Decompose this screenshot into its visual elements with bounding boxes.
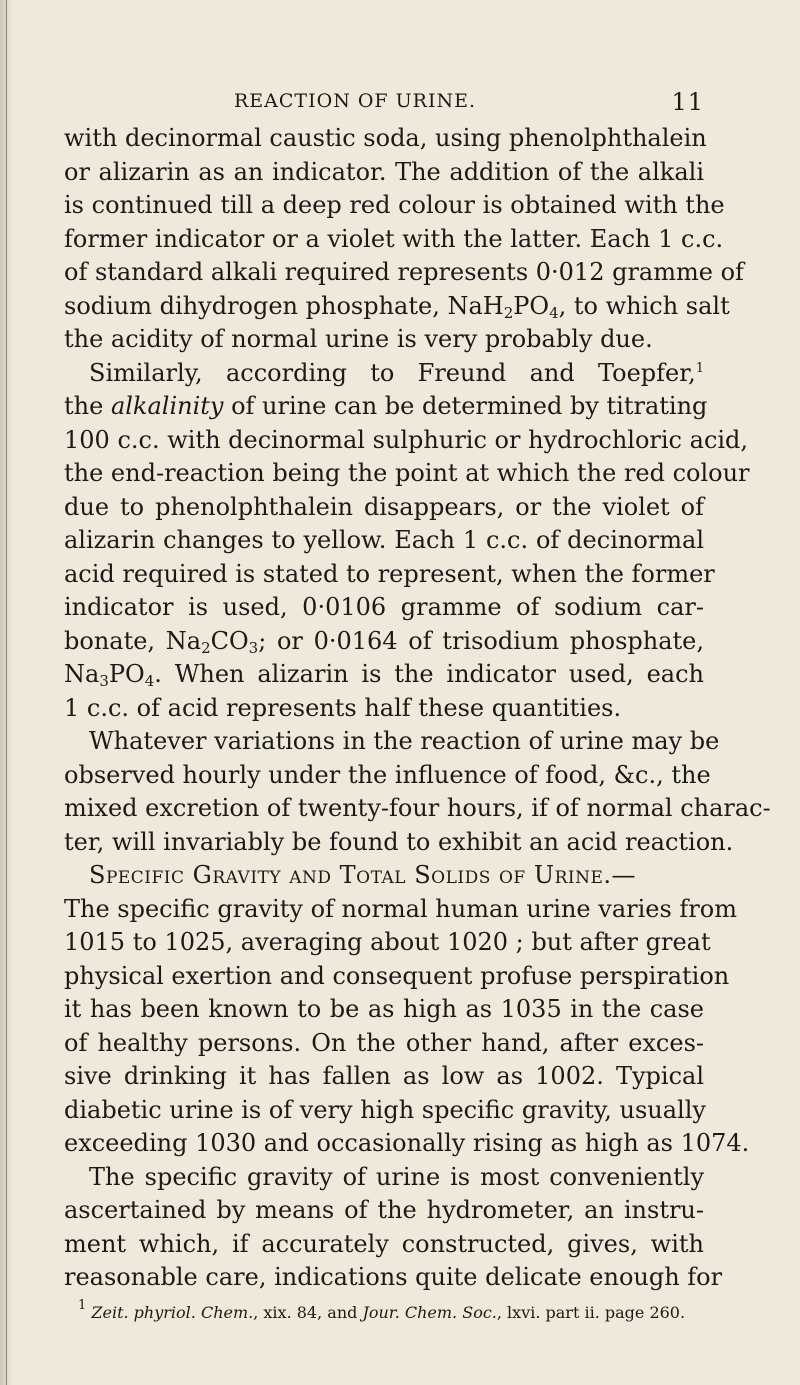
text-line-formula: sodium dihydrogen phosphate, $NaH_2PO_4$, to which salt <box>64 291 730 322</box>
text-line: or alizarin as an indicator. The addition of the alkali <box>64 157 704 186</box>
paragraph-alkalinity <box>64 357 750 726</box>
footnote-marker: 1 <box>78 1297 87 1313</box>
text-line: 1 c.c. of acid represents half these quantities. <box>64 693 622 722</box>
text-line: the end-reaction being the point at which the red colour <box>64 459 750 487</box>
text-line: acid required is stated to represent, when the former <box>64 559 715 588</box>
text-line: The specific gravity of normal human urine varies from <box>64 894 737 923</box>
text-line: the alkalinity of urine can be determined by titrating <box>64 392 708 420</box>
text-line: 1015 to 1025, averaging about 1020 ; but after great <box>64 928 711 956</box>
book-page <box>64 88 771 1322</box>
footnote-source-1: Zeit. phyriol. Chem. <box>91 1302 254 1322</box>
text-line: The specific gravity of urine is most conveniently <box>89 1162 704 1191</box>
text-line: former indicator or a violet with the latter. Each 1 c.c. <box>64 224 724 253</box>
body-text <box>64 122 771 1295</box>
page-edge-shadow <box>0 0 14 1385</box>
binding-edge-line <box>6 0 7 1385</box>
text-line: the acidity of normal urine is very probably due. <box>64 325 653 353</box>
text-line: physical exertion and consequent profuse perspiration <box>64 961 730 990</box>
text-line: reasonable care, indications quite delicate enough for <box>64 1263 723 1291</box>
text-line: ment which, if accurately constructed, gives, with <box>64 1229 704 1258</box>
footnote: $^1$ Zeit. phyriol. Chem., xix. 84, and Jour. Chem. Soc., lxvi. part ii. page 260. <box>78 1297 686 1322</box>
paragraph-indicator-titration <box>64 122 744 357</box>
paragraph-specific-gravity <box>64 859 750 1161</box>
text-line: of healthy persons. On the other hand, after exces- <box>64 1028 704 1057</box>
text-line: alizarin changes to yellow. Each 1 c.c. of decinormal <box>64 526 704 554</box>
text-line: of standard alkali required represents 0·012 gramme of <box>64 258 744 286</box>
text-line: ascertained by means of the hydrometer, an instru- <box>64 1196 704 1224</box>
text-line-formula: bonate, $Na_2CO_3$; or 0·0164 of trisodium phosphate, <box>64 626 704 657</box>
text-line: is continued till a deep red colour is obtained with the <box>64 191 725 219</box>
emphasis-alkalinity: alkalinity <box>110 392 224 420</box>
running-head-title: REACTION OF URINE. <box>234 90 477 112</box>
text-line: exceeding 1030 and occasionally rising as high as 1074. <box>64 1129 750 1157</box>
text-line: indicator is used, 0·0106 gramme of sodium car- <box>64 593 704 621</box>
section-heading: Specific Gravity and Total Solids of Urine.— <box>89 861 637 889</box>
text-line: 100 c.c. with decinormal sulphuric or hydrochloric acid, <box>64 425 749 454</box>
page-number: 11 <box>671 88 704 116</box>
text-line: observed hourly under the influence of food, &c., the <box>64 760 711 789</box>
footnote-source-2: Jour. Chem. Soc. <box>362 1302 497 1322</box>
paragraph-hydrometer <box>64 1161 723 1295</box>
text-line: Similarly, according to Freund and Toepfer,$^1$ <box>89 358 704 387</box>
text-line: diabetic urine is of very high specific gravity, usually <box>64 1095 706 1124</box>
text-line: mixed excretion of twenty-four hours, if of normal charac- <box>64 794 771 822</box>
text-line: sive drinking it has fallen as low as 1002. Typical <box>64 1062 704 1090</box>
text-line: due to phenolphthalein disappears, or the violet of <box>64 492 704 521</box>
text-line: Whatever variations in the reaction of urine may be <box>89 727 720 755</box>
paragraph-daily-reaction <box>64 725 771 859</box>
text-line: it has been known to be as high as 1035 in the case <box>64 995 704 1023</box>
footnote-reference: 1 <box>695 360 704 376</box>
text-line: ter, will invariably be found to exhibit an acid reaction. <box>64 827 734 856</box>
running-head <box>64 88 704 122</box>
text-line: with decinormal caustic soda, using phenolphthalein <box>64 124 707 152</box>
text-line-formula: $Na_3PO_4$. When alizarin is the indicator used, each <box>64 660 704 690</box>
